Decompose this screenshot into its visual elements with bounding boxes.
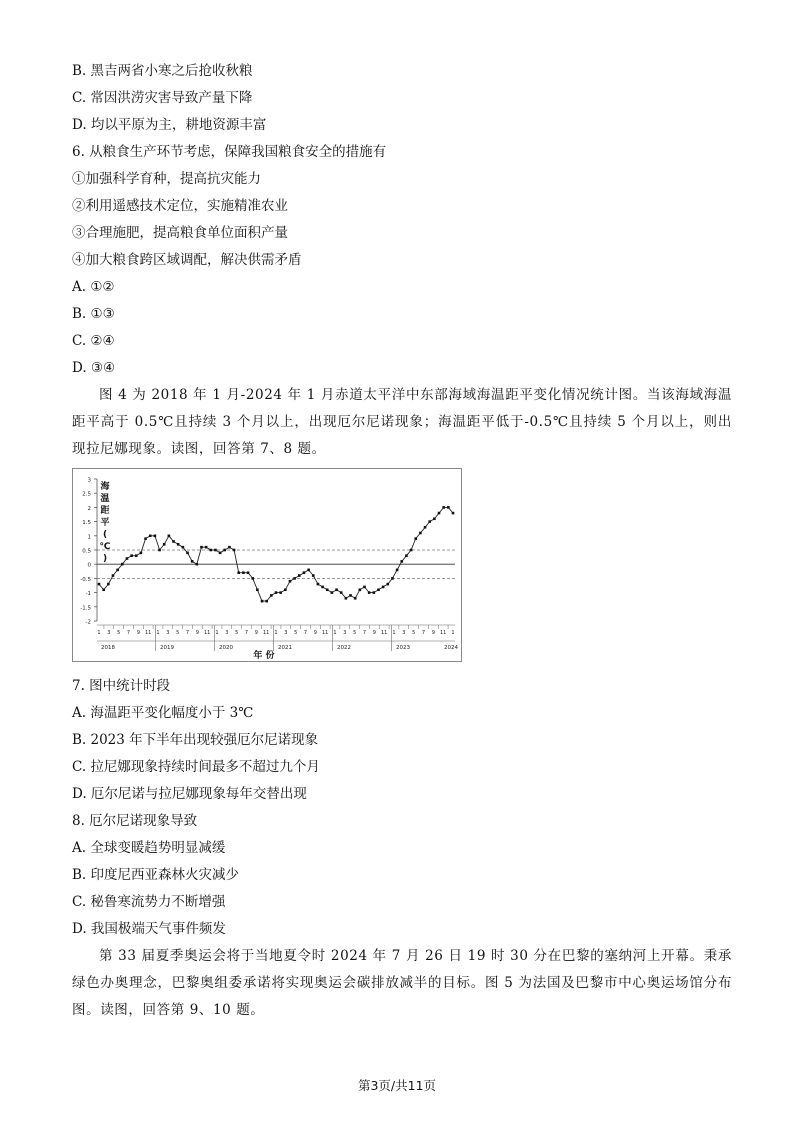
data-point (116, 569, 119, 572)
data-point (158, 549, 161, 552)
month-tick-label: 7 (185, 630, 190, 636)
month-tick-label: 5 (176, 630, 180, 636)
month-tick-label: 1 (274, 630, 278, 636)
month-tick-label: 7 (244, 630, 249, 636)
month-tick-label: 11 (144, 630, 152, 636)
anomaly-series-line (99, 507, 453, 601)
month-tick-label: 9 (254, 630, 258, 636)
y-axis-label-char: 温 (100, 494, 110, 504)
data-point (331, 591, 334, 594)
question-8: 8. 厄尔尼诺现象导致 (72, 813, 198, 829)
y-axis-label-char: ) (102, 554, 108, 564)
month-tick-label: 1 (97, 630, 101, 636)
data-point (428, 520, 431, 523)
data-point (340, 591, 343, 594)
month-tick-label: 11 (262, 630, 270, 636)
data-point (140, 552, 143, 555)
data-point (205, 546, 208, 549)
month-tick-label: 11 (203, 630, 211, 636)
data-point (298, 574, 301, 577)
year-label: 2018 (101, 645, 115, 651)
question-6: 6. 从粮食生产环节考虑，保障我国粮食安全的措施有 (72, 144, 387, 160)
data-point (359, 588, 362, 591)
data-point (256, 588, 259, 591)
y-axis-label-char: ( (102, 530, 108, 540)
data-point (126, 557, 129, 560)
data-point (405, 554, 408, 557)
chart-svg (73, 469, 461, 661)
data-point (154, 535, 157, 538)
month-tick-label: 5 (412, 630, 416, 636)
page-footer: 第3页/共11页 (357, 1078, 437, 1093)
y-tick-label: 1 (87, 534, 91, 541)
month-tick-label: 7 (126, 630, 131, 636)
data-point (321, 586, 324, 589)
data-point (270, 594, 273, 597)
question-7: 7. 图中统计时段 (72, 678, 171, 694)
q8-option-a: A. 全球变暖趋势明显减缓 (72, 840, 226, 856)
data-point (168, 535, 171, 538)
data-point (98, 583, 101, 586)
month-tick-label: 1 (451, 630, 455, 636)
y-axis-label-char: ℃ (99, 542, 111, 552)
data-point (223, 549, 226, 552)
data-point (442, 506, 445, 509)
y-axis-label-char: 平 (100, 518, 110, 528)
data-point (400, 560, 403, 563)
y-tick-label: 1.5 (82, 520, 91, 527)
statement-2: ②利用遥感技术定位，实施精准农业 (72, 198, 288, 214)
sst-anomaly-chart (72, 468, 462, 662)
data-point (386, 583, 389, 586)
data-point (135, 554, 138, 557)
data-point (228, 546, 231, 549)
q7-option-d: D. 厄尔尼诺与拉尼娜现象每年交替出现 (72, 786, 307, 802)
month-tick-label: 3 (225, 630, 229, 636)
data-point (144, 537, 147, 540)
month-tick-label: 11 (380, 630, 388, 636)
figure-5-intro: 第 33 届夏季奥运会将于当地夏令时 2024 年 7 月 26 日 19 时 30 分在巴黎的塞纳河上开幕。秉承绿色办奥理念，巴黎奥组委承诺将实现奥运会碳排放减半的目标。图 5 为法国及巴黎市中心奥运场馆分布图。读图，回答第 9、10 题。 (72, 948, 732, 1018)
data-point (349, 594, 352, 597)
month-tick-label: 5 (117, 630, 121, 636)
option-c-line: C. 常因洪涝灾害导致产量下降 (72, 90, 253, 106)
q7-option-b: B. 2023 年下半年出现较强厄尔尼诺现象 (72, 732, 319, 748)
statement-4: ④加大粮食跨区域调配，解决供需矛盾 (72, 252, 302, 268)
month-tick-label: 5 (353, 630, 357, 636)
x-axis-title: 年 份 (253, 651, 275, 661)
month-tick-label: 5 (235, 630, 239, 636)
q8-option-d: D. 我国极端天气事件频发 (72, 921, 226, 937)
data-point (177, 543, 180, 546)
data-point (363, 586, 366, 589)
data-point (382, 586, 385, 589)
month-tick-label: 5 (294, 630, 298, 636)
data-point (289, 580, 292, 583)
month-tick-label: 3 (166, 630, 170, 636)
data-point (112, 574, 115, 577)
month-tick-label: 3 (284, 630, 288, 636)
data-point (433, 517, 436, 520)
data-point (102, 588, 105, 591)
data-point (438, 512, 441, 515)
data-point (149, 535, 152, 538)
y-tick-label: -1 (85, 591, 91, 598)
data-point (391, 577, 394, 580)
data-point (377, 588, 380, 591)
y-axis-label-char: 距 (100, 506, 110, 516)
figure-4-intro: 图 4 为 2018 年 1 月-2024 年 1 月赤道太平洋中东部海域海温距平变化情况统计图。当该海域海温距平高于 0.5℃且持续 3 个月以上，出现厄尔尼诺现象；海温距平低于-0.5℃且持续 5 个月以上，则出现拉尼娜现象。读图，回答第 7、8 题。 (72, 387, 732, 457)
year-label: 2021 (278, 645, 292, 651)
data-point (233, 549, 236, 552)
data-point (354, 597, 357, 600)
data-point (326, 588, 329, 591)
data-point (186, 552, 189, 555)
option-b-line: B. 黑吉两省小寒之后抢收秋粮 (72, 63, 253, 79)
data-point (410, 549, 413, 552)
month-tick-label: 1 (333, 630, 337, 636)
y-tick-label: 3 (87, 477, 91, 484)
month-tick-label: 11 (439, 630, 447, 636)
year-label: 2019 (160, 645, 174, 651)
y-tick-label: -1.5 (80, 605, 91, 612)
data-point (182, 546, 185, 549)
data-point (214, 549, 217, 552)
q6-option-d: D. ③④ (72, 360, 116, 376)
year-label: 2022 (337, 645, 351, 651)
data-point (237, 571, 240, 574)
y-tick-label: 0 (87, 562, 91, 569)
year-label: 2023 (396, 645, 410, 651)
year-label: 2020 (219, 645, 233, 651)
month-tick-label: 9 (372, 630, 376, 636)
month-tick-label: 7 (362, 630, 367, 636)
y-tick-label: 0.5 (82, 548, 91, 555)
month-tick-label: 9 (136, 630, 140, 636)
data-point (279, 591, 282, 594)
data-point (251, 577, 254, 580)
option-d-line: D. 均以平原为主，耕地资源丰富 (72, 117, 267, 133)
y-tick-label: 2 (87, 505, 91, 512)
data-point (414, 537, 417, 540)
data-point (307, 569, 310, 572)
q8-option-c: C. 秘鲁寒流势力不断增强 (72, 894, 226, 910)
data-point (163, 543, 166, 546)
data-point (130, 554, 133, 557)
q7-option-c: C. 拉尼娜现象持续时间最多不超过九个月 (72, 759, 320, 775)
data-point (424, 526, 427, 529)
q7-option-a: A. 海温距平变化幅度小于 3℃ (72, 705, 254, 721)
y-axis-label-char: 海 (100, 482, 110, 492)
data-point (345, 597, 348, 600)
data-point (209, 549, 212, 552)
data-point (261, 600, 264, 603)
statement-3: ③合理施肥，提高粮食单位面积产量 (72, 225, 288, 241)
month-tick-label: 1 (392, 630, 396, 636)
data-point (191, 560, 194, 563)
month-tick-label: 3 (343, 630, 347, 636)
data-point (419, 532, 422, 535)
data-point (107, 583, 110, 586)
data-point (452, 512, 455, 515)
data-point (200, 546, 203, 549)
q8-option-b: B. 印度尼西亚森林火灾减少 (72, 867, 240, 883)
data-point (317, 583, 320, 586)
month-tick-label: 1 (156, 630, 160, 636)
month-tick-label: 9 (431, 630, 435, 636)
data-point (172, 540, 175, 543)
y-tick-label: -2 (85, 619, 91, 626)
month-tick-label: 1 (215, 630, 219, 636)
month-tick-label: 3 (107, 630, 111, 636)
data-point (303, 571, 306, 574)
data-point (335, 588, 338, 591)
y-tick-label: 2.5 (82, 491, 91, 498)
data-point (396, 569, 399, 572)
data-point (368, 591, 371, 594)
data-point (219, 552, 222, 555)
y-tick-label: -0.5 (80, 576, 91, 583)
statement-1: ①加强科学育种，提高抗灾能力 (72, 171, 261, 187)
data-point (373, 591, 376, 594)
data-point (447, 506, 450, 509)
month-tick-label: 7 (421, 630, 426, 636)
data-point (275, 591, 278, 594)
month-tick-label: 7 (303, 630, 308, 636)
data-point (284, 588, 287, 591)
data-point (293, 577, 296, 580)
q6-option-c: C. ②④ (72, 333, 115, 349)
q6-option-b: B. ①③ (72, 306, 115, 322)
data-point (121, 563, 124, 566)
data-point (247, 571, 250, 574)
month-tick-label: 3 (402, 630, 406, 636)
data-point (242, 571, 245, 574)
data-point (312, 574, 315, 577)
year-label: 2024 (444, 645, 458, 651)
data-point (196, 563, 199, 566)
data-point (265, 600, 268, 603)
month-tick-label: 11 (321, 630, 329, 636)
month-tick-label: 9 (313, 630, 317, 636)
month-tick-label: 9 (195, 630, 199, 636)
q6-option-a: A. ①② (72, 279, 115, 295)
